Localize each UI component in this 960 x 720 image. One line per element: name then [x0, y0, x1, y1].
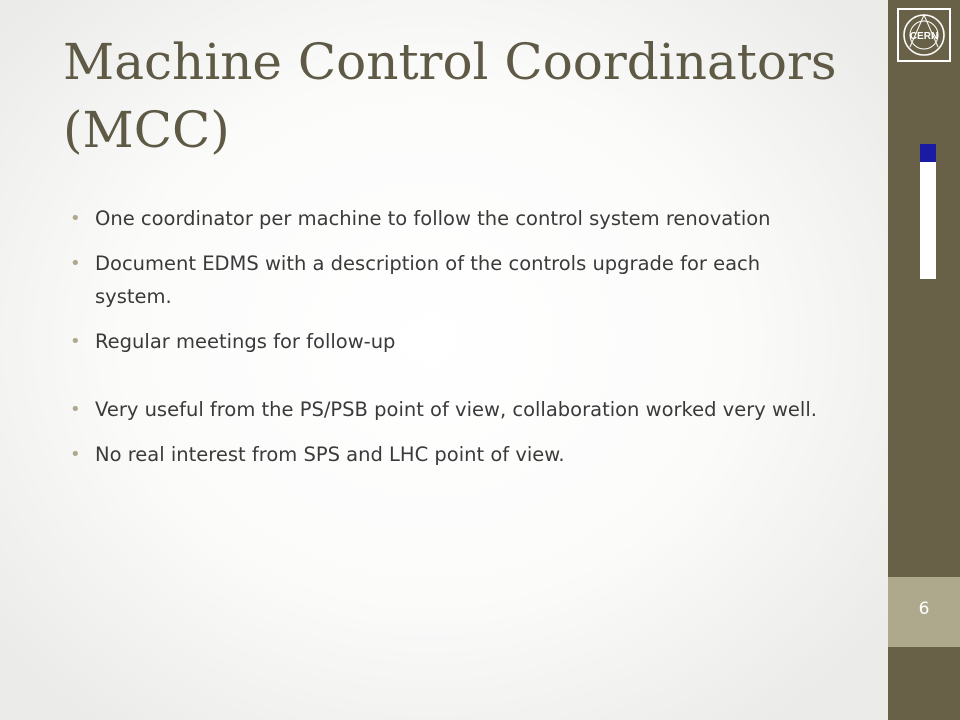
bullet-item: • One coordinator per machine to follow the control system renovation — [70, 202, 830, 235]
bullet-list — [70, 202, 830, 483]
logo-text: CERN — [909, 31, 939, 42]
bullet-item: • Regular meetings for follow-up — [70, 325, 830, 358]
bullet-item: • No real interest from SPS and LHC point of view. — [70, 438, 830, 471]
bullet-item: • Document EDMS with a description of the controls upgrade for each system. — [70, 247, 830, 313]
page-number: 6 — [918, 599, 930, 619]
bullet-item: • Very useful from the PS/PSB point of view, collaboration worked very well. — [70, 393, 830, 426]
progress-bar-accent — [920, 144, 936, 162]
slide-title: Machine Control Coordinators (MCC) — [63, 33, 837, 159]
cern-logo-icon — [895, 6, 953, 64]
progress-bar-track — [920, 144, 936, 279]
